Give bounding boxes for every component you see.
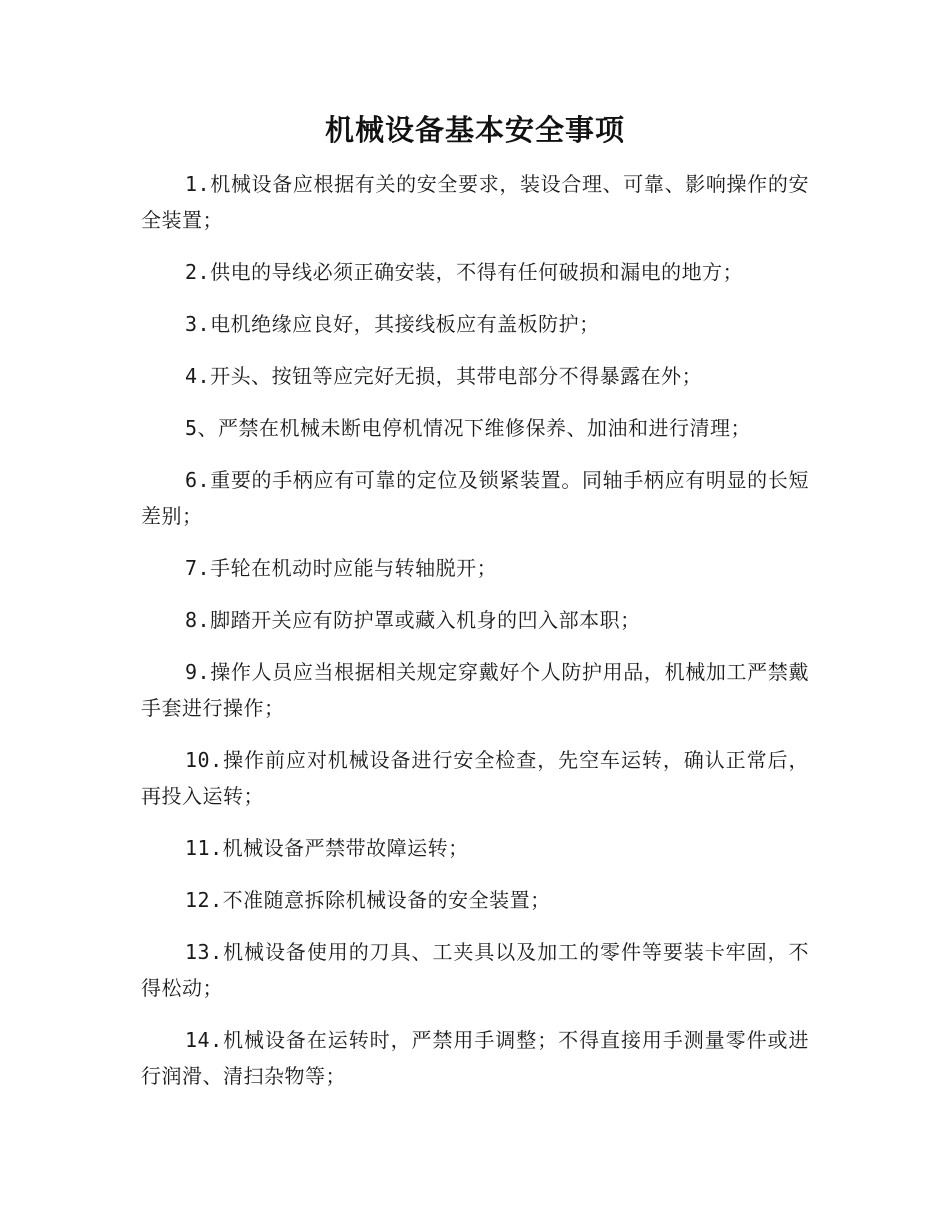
list-item: 4.开头、按钮等应完好无损，其带电部分不得暴露在外； [185, 364, 703, 388]
document-title: 机械设备基本安全事项 [324, 113, 625, 147]
list-item: 14.机械设备在运转时，严禁用手调整；不得直接用手测量零件或进行润滑、清扫杂物等； [141, 1028, 809, 1088]
document-body [141, 166, 809, 1110]
list-item: 10.操作前应对机械设备进行安全检查，先空车运转，确认正常后，再投入运转； [141, 748, 809, 808]
list-item: 12.不准随意拆除机械设备的安全装置； [185, 888, 551, 912]
list-item: 11.机械设备严禁带故障运转； [185, 836, 469, 860]
list-item: 1.机械设备应根据有关的安全要求，装设合理、可靠、影响操作的安全装置； [141, 172, 809, 232]
list-item: 5、严禁在机械未断电停机情况下维修保养、加油和进行清理； [185, 416, 752, 440]
list-item: 3.电机绝缘应良好，其接线板应有盖板防护； [185, 312, 600, 336]
list-item: 8.脚踏开关应有防护罩或藏入机身的凹入部本职； [185, 608, 641, 632]
list-item: 6.重要的手柄应有可靠的定位及锁紧装置。同轴手柄应有明显的长短差别； [141, 468, 809, 528]
list-item: 7.手轮在机动时应能与转轴脱开； [185, 556, 498, 580]
list-item: 2.供电的导线必须正确安装，不得有任何破损和漏电的地方； [185, 260, 744, 284]
list-item: 13.机械设备使用的刀具、工夹具以及加工的零件等要装卡牢固，不得松动； [141, 940, 809, 1000]
list-item: 9.操作人员应当根据相关规定穿戴好个人防护用品，机械加工严禁戴手套进行操作； [141, 660, 809, 720]
